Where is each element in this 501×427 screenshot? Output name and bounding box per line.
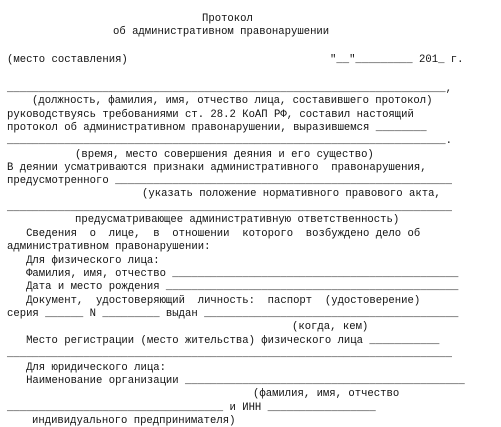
provided-text: предусмотренного _____________________________________________________ (7, 175, 453, 187)
official-blank-line: _____________________________________________________________________, (7, 83, 453, 95)
issued-hint: (когда, кем) (292, 321, 369, 333)
guided-text: руководствуясь требованиями ст. 28.2 КоАП РФ, составил настоящий (7, 109, 414, 121)
document-title: Протокол (202, 13, 253, 25)
normative-blank-line: ______________________________________________________________________ (7, 202, 453, 214)
info-text-1: Сведения о лице, в отношении которого возбуждено дело об (7, 228, 421, 240)
organization-field: Наименование организации ____________________________________________ (7, 375, 465, 387)
responsibility-hint: предусматривающее административную ответственность) (75, 214, 400, 226)
date-field: "__"_________ 201_ г. (330, 54, 464, 66)
normative-hint: (указать положение нормативного правового акта, (142, 188, 441, 200)
signs-text: В деянии усматриваются признаки административного правонарушения, (7, 162, 427, 174)
passport-series-field: серия ______ N _________ выдан ________________________________________ (7, 308, 459, 320)
time-place-hint: (время, место совершения деяния и его существо) (75, 149, 374, 161)
fio-short-hint: (фамилия, имя, отчество (253, 388, 400, 400)
place-label: (место составления) (7, 54, 128, 66)
official-hint: (должность, фамилия, имя, отчество лица, составившего протокол) (32, 95, 433, 107)
legal-entity-heading: Для юридического лица: (7, 362, 166, 374)
registration-field: Место регистрации (место жительства) физического лица ___________ (7, 335, 440, 347)
entrepreneur-hint: индивидуального предпринимателя) (32, 415, 236, 427)
birth-field: Дата и место рождения ______________________________________________ (7, 281, 459, 293)
info-text-2: административном правонарушении: (7, 241, 211, 253)
document-subtitle: об административном правонарушении (113, 26, 330, 38)
protocol-text: протокол об административном правонарушении, выразившемся ________ (7, 122, 427, 134)
fio-field: Фамилия, имя, отчество _____________________________________________ (7, 268, 459, 280)
offense-blank-line: _____________________________________________________________________. (7, 135, 453, 147)
natural-person-heading: Для физического лица: (7, 255, 160, 267)
inn-field: __________________________________ и ИНН _________________ (7, 402, 376, 414)
registration-blank-line: ______________________________________________________________________ (7, 348, 453, 360)
identity-document-text: Документ, удостоверяющий личность: паспорт (удостоверение) (7, 295, 421, 307)
